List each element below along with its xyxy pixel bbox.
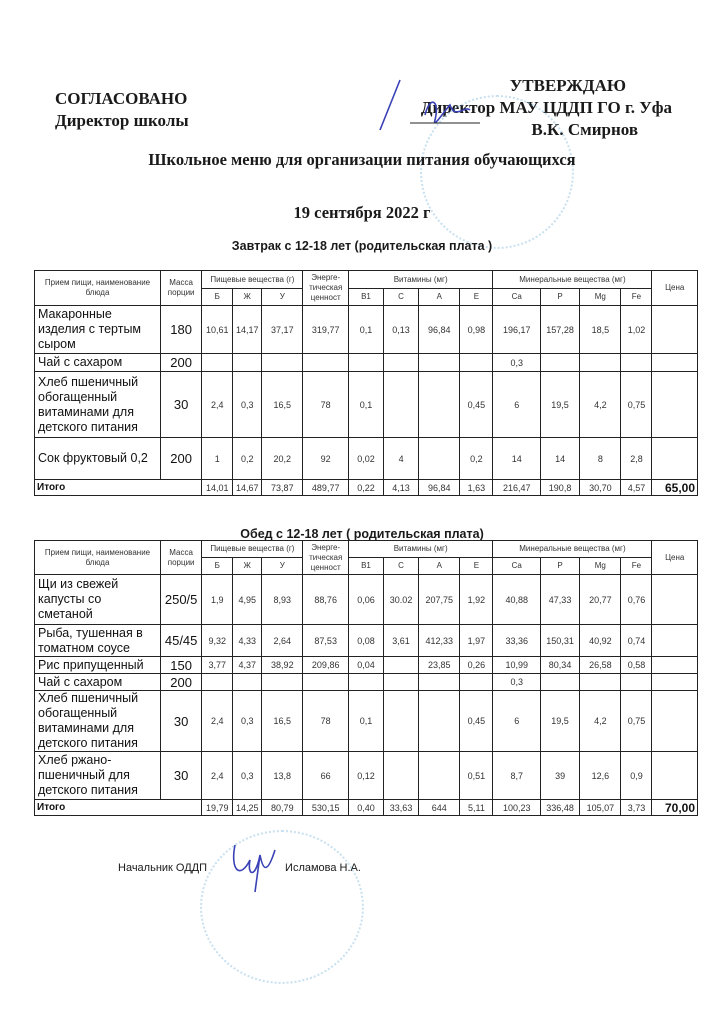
- cell-u: 37,17: [262, 306, 303, 354]
- total-a: 96,84: [419, 480, 460, 496]
- cell-u: 2,64: [262, 625, 303, 657]
- cell-zh: 4,95: [233, 575, 262, 625]
- col-price: Цена: [652, 271, 698, 306]
- dish-mass: 150: [160, 657, 201, 674]
- dish-name: Макаронные изделия с тертым сыром: [35, 306, 161, 354]
- cell-e: 0,51: [460, 752, 493, 800]
- total-u: 73,87: [262, 480, 303, 496]
- total-mg: 105,07: [580, 800, 621, 816]
- col-fe: Fe: [621, 289, 652, 306]
- cell-u: 16,5: [262, 372, 303, 438]
- cell-a: [419, 752, 460, 800]
- cell-p: 157,28: [540, 306, 579, 354]
- dish-mass: 200: [160, 438, 201, 480]
- cell-fe: 0,75: [621, 691, 652, 752]
- cell-mg: 8: [580, 438, 621, 480]
- cell-c: [384, 354, 419, 372]
- cell-b1: 0,12: [348, 752, 383, 800]
- total-price: 65,00: [652, 480, 698, 496]
- cell-fe: 0,76: [621, 575, 652, 625]
- cell-fe: 0,74: [621, 625, 652, 657]
- col-mass: Масса порции: [160, 541, 201, 575]
- col-p: P: [540, 289, 579, 306]
- col-minerals: Минеральные вещества (мг): [493, 541, 652, 558]
- cell-energy: 78: [303, 691, 348, 752]
- cell-e: 1,97: [460, 625, 493, 657]
- approve-label: УТВЕРЖДАЮ: [509, 76, 626, 95]
- col-vitamins: Витамины (мг): [348, 271, 493, 289]
- cell-zh: 4,37: [233, 657, 262, 674]
- cell-e: 0,98: [460, 306, 493, 354]
- cell-zh: 4,33: [233, 625, 262, 657]
- dish-mass: 30: [160, 372, 201, 438]
- cell-b: [202, 354, 233, 372]
- cell-price: [652, 306, 698, 354]
- cell-p: [540, 674, 579, 691]
- cell-zh: [233, 674, 262, 691]
- agreed-label: СОГЛАСОВАНО: [55, 89, 188, 108]
- total-p: 336,48: [540, 800, 579, 816]
- total-b1: 0,22: [348, 480, 383, 496]
- cell-price: [652, 674, 698, 691]
- col-vitamins: Витамины (мг): [348, 541, 493, 558]
- col-mg: Mg: [580, 289, 621, 306]
- total-e: 1,63: [460, 480, 493, 496]
- footer-position: Начальник ОДДП: [118, 862, 208, 874]
- dish-mass: 30: [160, 752, 201, 800]
- col-nutrients: Пищевые вещества (г): [202, 541, 303, 558]
- cell-ca: 6: [493, 691, 541, 752]
- table-row: [35, 354, 698, 372]
- col-meal: Прием пищи, наименование блюда: [35, 541, 161, 575]
- page-title: Школьное меню для организации питания обучающихся: [148, 150, 576, 169]
- col-zh: Ж: [233, 558, 262, 575]
- total-zh: 14,67: [233, 480, 262, 496]
- cell-mg: 12,6: [580, 752, 621, 800]
- cell-a: 23,85: [419, 657, 460, 674]
- col-zh: Ж: [233, 289, 262, 306]
- cell-zh: 0,3: [233, 691, 262, 752]
- cell-fe: 0,58: [621, 657, 652, 674]
- cell-fe: 2,8: [621, 438, 652, 480]
- cell-b: 3,77: [202, 657, 233, 674]
- dish-mass: 200: [160, 354, 201, 372]
- table-row: [35, 372, 698, 438]
- cell-u: [262, 674, 303, 691]
- cell-price: [652, 438, 698, 480]
- dish-name: Сок фруктовый 0,2: [35, 438, 161, 480]
- cell-p: 80,34: [540, 657, 579, 674]
- cell-b: 2,4: [202, 372, 233, 438]
- table-row: [35, 691, 698, 752]
- cell-a: 412,33: [419, 625, 460, 657]
- cell-p: 47,33: [540, 575, 579, 625]
- col-u: У: [262, 558, 303, 575]
- cell-b: 10,61: [202, 306, 233, 354]
- cell-price: [652, 372, 698, 438]
- col-b: Б: [202, 558, 233, 575]
- col-u: У: [262, 289, 303, 306]
- cell-fe: [621, 674, 652, 691]
- cell-energy: 88,76: [303, 575, 348, 625]
- cell-p: 19,5: [540, 372, 579, 438]
- total-fe: 3,73: [621, 800, 652, 816]
- cell-b1: 0,02: [348, 438, 383, 480]
- cell-ca: 8,7: [493, 752, 541, 800]
- col-energy: Энерге-тическая ценност: [303, 541, 348, 575]
- cell-e: 0,45: [460, 372, 493, 438]
- cell-ca: 14: [493, 438, 541, 480]
- dish-mass: 30: [160, 691, 201, 752]
- table-row: [35, 752, 698, 800]
- cell-mg: 18,5: [580, 306, 621, 354]
- total-c: 33,63: [384, 800, 419, 816]
- cell-price: [652, 752, 698, 800]
- footer-signoff: [118, 862, 361, 874]
- col-ca: Ca: [493, 289, 541, 306]
- table-row: [35, 657, 698, 674]
- total-ca: 100,23: [493, 800, 541, 816]
- cell-mg: 20,77: [580, 575, 621, 625]
- table-row: [35, 575, 698, 625]
- cell-energy: [303, 674, 348, 691]
- cell-mg: [580, 674, 621, 691]
- dish-name: Щи из свежей капусты со сметаной: [35, 575, 161, 625]
- cell-zh: 0,3: [233, 752, 262, 800]
- cell-energy: 209,86: [303, 657, 348, 674]
- total-energy: 530,15: [303, 800, 348, 816]
- table-row: [35, 306, 698, 354]
- breakfast-table: [34, 270, 698, 496]
- cell-b1: [348, 354, 383, 372]
- cell-ca: 0,3: [493, 354, 541, 372]
- total-ca: 216,47: [493, 480, 541, 496]
- menu-date: 19 сентября 2022 г: [293, 203, 431, 222]
- cell-ca: 6: [493, 372, 541, 438]
- cell-c: [384, 674, 419, 691]
- approval-left-block: [55, 88, 189, 132]
- cell-price: [652, 625, 698, 657]
- cell-zh: 0,3: [233, 372, 262, 438]
- total-price: 70,00: [652, 800, 698, 816]
- col-b: Б: [202, 289, 233, 306]
- cell-u: [262, 354, 303, 372]
- total-row: [35, 480, 698, 496]
- col-b1: В1: [348, 558, 383, 575]
- col-nutrients: Пищевые вещества (г): [202, 271, 303, 289]
- cell-a: [419, 691, 460, 752]
- col-p: P: [540, 558, 579, 575]
- cell-c: [384, 657, 419, 674]
- dish-name: Рыба, тушенная в томатном соусе: [35, 625, 161, 657]
- cell-u: 38,92: [262, 657, 303, 674]
- dish-name: Чай с сахаром: [35, 674, 161, 691]
- table-row: [35, 438, 698, 480]
- cell-b: 9,32: [202, 625, 233, 657]
- cell-mg: 40,92: [580, 625, 621, 657]
- total-zh: 14,25: [233, 800, 262, 816]
- cell-p: 14: [540, 438, 579, 480]
- cell-u: 20,2: [262, 438, 303, 480]
- cell-a: [419, 674, 460, 691]
- cell-e: 0,26: [460, 657, 493, 674]
- cell-fe: [621, 354, 652, 372]
- cell-c: [384, 752, 419, 800]
- col-b1: В1: [348, 289, 383, 306]
- cell-fe: 0,9: [621, 752, 652, 800]
- director-name: В.К. Смирнов: [531, 120, 638, 139]
- cell-c: [384, 372, 419, 438]
- cell-b: 2,4: [202, 752, 233, 800]
- col-e: Е: [460, 289, 493, 306]
- cell-b1: 0,1: [348, 691, 383, 752]
- cell-b1: 0,04: [348, 657, 383, 674]
- cell-b1: 0,1: [348, 372, 383, 438]
- cell-energy: [303, 354, 348, 372]
- total-u: 80,79: [262, 800, 303, 816]
- cell-c: 0,13: [384, 306, 419, 354]
- cell-fe: 0,75: [621, 372, 652, 438]
- col-e: Е: [460, 558, 493, 575]
- cell-energy: 87,53: [303, 625, 348, 657]
- cell-fe: 1,02: [621, 306, 652, 354]
- col-mg: Mg: [580, 558, 621, 575]
- total-b: 14,01: [202, 480, 233, 496]
- col-meal: Прием пищи, наименование блюда: [35, 271, 161, 306]
- cell-zh: 0,2: [233, 438, 262, 480]
- cell-mg: [580, 354, 621, 372]
- cell-mg: 26,58: [580, 657, 621, 674]
- col-a: А: [419, 289, 460, 306]
- cell-b1: [348, 674, 383, 691]
- cell-ca: 196,17: [493, 306, 541, 354]
- cell-b: 1: [202, 438, 233, 480]
- cell-mg: 4,2: [580, 372, 621, 438]
- dish-name: Хлеб пшеничный обогащенный витаминами для детского питания: [35, 691, 161, 752]
- cell-e: 1,92: [460, 575, 493, 625]
- cell-ca: 0,3: [493, 674, 541, 691]
- dish-mass: 45/45: [160, 625, 201, 657]
- school-director-label: Директор школы: [55, 111, 189, 130]
- cell-price: [652, 575, 698, 625]
- total-energy: 489,77: [303, 480, 348, 496]
- col-fe: Fe: [621, 558, 652, 575]
- cell-c: 4: [384, 438, 419, 480]
- cell-a: [419, 438, 460, 480]
- cell-p: 39: [540, 752, 579, 800]
- cell-a: 207,75: [419, 575, 460, 625]
- col-energy: Энерге-тическая ценност: [303, 271, 348, 306]
- col-minerals: Минеральные вещества (мг): [493, 271, 652, 289]
- cell-energy: 319,77: [303, 306, 348, 354]
- cell-ca: 10,99: [493, 657, 541, 674]
- dish-name: Чай с сахаром: [35, 354, 161, 372]
- cell-u: 16,5: [262, 691, 303, 752]
- cell-zh: 14,17: [233, 306, 262, 354]
- total-e: 5,11: [460, 800, 493, 816]
- cell-zh: [233, 354, 262, 372]
- dish-name: Рис припущенный: [35, 657, 161, 674]
- cell-e: 0,45: [460, 691, 493, 752]
- col-mass: Масса порции: [160, 271, 201, 306]
- total-c: 4,13: [384, 480, 419, 496]
- col-price: Цена: [652, 541, 698, 575]
- cell-c: 3,61: [384, 625, 419, 657]
- cell-e: 0,2: [460, 438, 493, 480]
- cell-b: 1,9: [202, 575, 233, 625]
- total-b1: 0,40: [348, 800, 383, 816]
- cell-energy: 92: [303, 438, 348, 480]
- footer-name: Исламова Н.А.: [285, 862, 361, 874]
- cell-ca: 40,88: [493, 575, 541, 625]
- table-row: [35, 625, 698, 657]
- cell-energy: 66: [303, 752, 348, 800]
- cell-e: [460, 674, 493, 691]
- cell-b1: 0,06: [348, 575, 383, 625]
- cell-price: [652, 657, 698, 674]
- col-c: С: [384, 289, 419, 306]
- cell-b1: 0,08: [348, 625, 383, 657]
- director-title: Директор МАУ ЦДДП ГО г. Уфа: [420, 98, 672, 117]
- total-b: 19,79: [202, 800, 233, 816]
- cell-b1: 0,1: [348, 306, 383, 354]
- dish-name: Хлеб ржано-пшеничный для детского питания: [35, 752, 161, 800]
- dish-name: Хлеб пшеничный обогащенный витаминами для детского питания: [35, 372, 161, 438]
- cell-energy: 78: [303, 372, 348, 438]
- col-ca: Ca: [493, 558, 541, 575]
- cell-p: 150,31: [540, 625, 579, 657]
- cell-a: 96,84: [419, 306, 460, 354]
- cell-a: [419, 354, 460, 372]
- cell-p: [540, 354, 579, 372]
- cell-ca: 33,36: [493, 625, 541, 657]
- total-fe: 4,57: [621, 480, 652, 496]
- col-c: С: [384, 558, 419, 575]
- cell-price: [652, 354, 698, 372]
- lunch-title: Обед с 12-18 лет ( родительская плата): [240, 527, 484, 541]
- total-p: 190,8: [540, 480, 579, 496]
- total-label: Итого: [35, 480, 202, 496]
- cell-a: [419, 372, 460, 438]
- signature-icon: [370, 75, 520, 135]
- cell-b: [202, 674, 233, 691]
- dish-mass: 180: [160, 306, 201, 354]
- total-a: 644: [419, 800, 460, 816]
- breakfast-title: Завтрак с 12-18 лет (родительская плата ): [231, 239, 493, 253]
- total-row: [35, 800, 698, 816]
- cell-u: 13,8: [262, 752, 303, 800]
- dish-mass: 200: [160, 674, 201, 691]
- cell-e: [460, 354, 493, 372]
- cell-c: 30.02: [384, 575, 419, 625]
- cell-u: 8,93: [262, 575, 303, 625]
- cell-p: 19,5: [540, 691, 579, 752]
- total-mg: 30,70: [580, 480, 621, 496]
- cell-price: [652, 691, 698, 752]
- dish-mass: 250/5: [160, 575, 201, 625]
- cell-c: [384, 691, 419, 752]
- cell-b: 2,4: [202, 691, 233, 752]
- col-a: А: [419, 558, 460, 575]
- cell-mg: 4,2: [580, 691, 621, 752]
- table-row: [35, 674, 698, 691]
- total-label: Итого: [35, 800, 202, 816]
- lunch-table: [34, 540, 698, 816]
